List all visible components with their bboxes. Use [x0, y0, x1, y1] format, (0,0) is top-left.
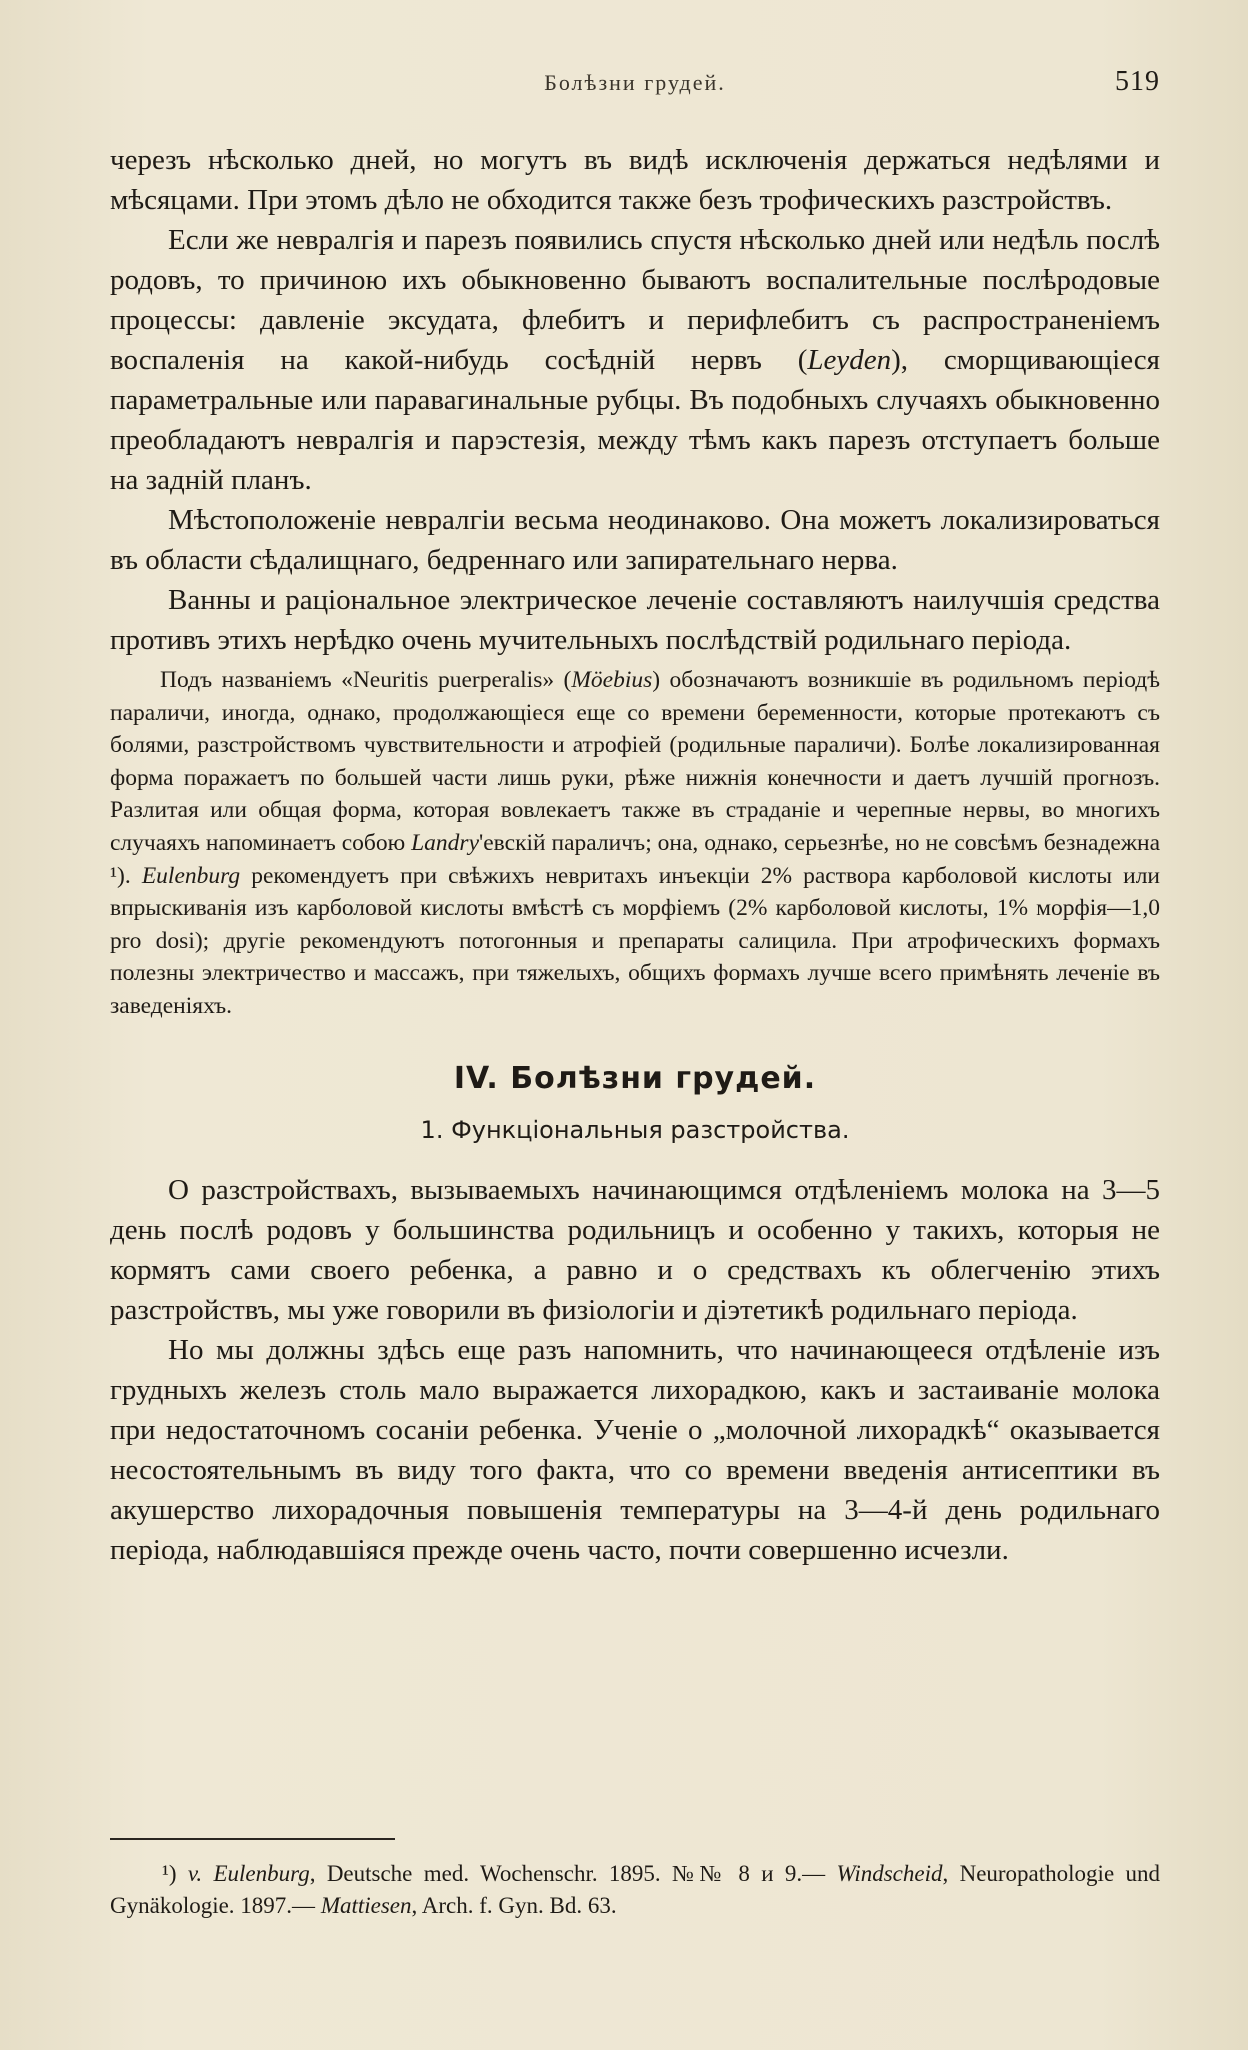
- paragraph-text: Ванны и раціональное электрическое леченіе составляютъ наилучшія средства противъ этихъ нерѣдко очень мучительныхъ послѣдствій родильнаго періода.: [110, 584, 1160, 656]
- paragraph-neuralgia-causes: [110, 220, 1160, 500]
- author-name: Mattiesen: [320, 1893, 412, 1918]
- main-text: [110, 140, 1160, 1570]
- paragraph-text: Мѣстоположеніе невралгіи весьма неодинаково. Она можетъ локализироваться въ области сѣдалищнаго, бедреннаго или запирательнаго нерва.: [110, 504, 1160, 576]
- author-name: Möebius: [571, 667, 653, 693]
- paragraph-text: ) обозначаютъ возникшіе въ родильномъ періодѣ параличи, иногда, однако, продолжающіеся еще со времени беременности, которые протекаютъ съ болями, разстройствомъ чувствительности и атрофіей (родильные параличи). Болѣе локализированная форма поражаетъ по большей части лишь руки, рѣже нижнія конечности и даетъ лучшій прогнозъ. Разлитая или общая форма, которая вовлекаетъ также въ страданіе и черепные нервы, во многихъ случаяхъ напоминаетъ собою: [110, 667, 1160, 856]
- footnote-text: , Neuropathologie und Gynäkologie. 1897.—: [110, 1861, 1160, 1918]
- paragraph-text: ), сморщивающіеся параметральные или паравагинальные рубцы. Въ подобныхъ случаяхъ обыкновенно преобладаютъ невралгія и парэстезія, между тѣмъ какъ парезъ отступаетъ больше на задній планъ.: [110, 344, 1160, 496]
- paragraph-text: О разстройствахъ, вызываемыхъ начинающимся отдѣленіемъ молока на 3—5 день послѣ родовъ у большинства родильницъ и особенно у такихъ, которыя не кормятъ сами своего ребенка, а равно и о средствахъ къ облегченію этихъ разстройствъ, мы уже говорили въ физіологіи и діэтетикѣ родильнаго періода.: [110, 1173, 1160, 1326]
- paragraph-text: 'евскій параличъ; она, однако, серьезнѣе, но не совсѣмъ безнадежна ¹).: [110, 829, 1161, 889]
- footnote-text: , Deutsche med. Wochenschr. 1895. №№ 8 и 9.—: [309, 1861, 837, 1886]
- author-name: Windscheid: [836, 1861, 943, 1886]
- footnote-marker: ¹): [162, 1861, 188, 1886]
- subsection-title: 1. Функціональныя разстройства.: [420, 1115, 850, 1144]
- author-name: Landry: [411, 829, 480, 856]
- paragraph-neuritis-puerperalis: [110, 664, 1160, 1023]
- running-title: Болѣзни грудей.: [544, 70, 726, 95]
- paragraph-text: Подъ названіемъ «Neuritis puerperalis» (: [160, 667, 572, 693]
- paragraph-treatment: [110, 580, 1160, 660]
- author-name: Leyden: [807, 344, 892, 376]
- footnote: [110, 1858, 1160, 1922]
- paragraph-text: рекомендуетъ при свѣжихъ невритахъ инъекціи 2% раствора карболовой кислоты или впрыскиванія изъ карболовой кислоты вмѣстѣ съ морфіемъ (2% карболовой кислоты, 1% морфія—1,0 pro dosi); другіе рекомендуютъ потогонныя и препараты салицила. При атрофическихъ формахъ полезны электричество и массажъ, при тяжелыхъ, общихъ формахъ лучше всего примѣнять леченіе въ заведеніяхъ.: [110, 862, 1160, 1019]
- paragraph-milk-disorders: [110, 1170, 1160, 1330]
- footnote-text: , Arch. f. Gyn. Bd. 63.: [411, 1893, 617, 1918]
- footnote-divider: [110, 1838, 395, 1840]
- paragraph-text: Но мы должны здѣсь еще разъ напомнить, что начинающееся отдѣленіе изъ грудныхъ железъ столь мало выражается лихорадкою, какъ и застаиваніе молока при недостаточномъ сосаніи ребенка. Ученіе о „молочной лихорадкѣ“ оказывается несостоятельнымъ въ виду того факта, что со времени введенія антисептики въ акушерство лихорадочныя повышенія температуры на 3—4-й день родильнаго періода, наблюдавшіяся прежде очень часто, почти совершенно исчезли.: [110, 1333, 1160, 1566]
- paragraph-continuation: [110, 140, 1160, 220]
- section-title: IV. Болѣзни грудей.: [453, 1060, 817, 1096]
- author-name: Eulenburg: [141, 862, 241, 889]
- paragraph-milk-fever: [110, 1330, 1160, 1570]
- page-number: 519: [1115, 66, 1160, 97]
- page-header: [110, 66, 1160, 110]
- author-name: v. Eulenburg: [187, 1861, 310, 1886]
- paragraph-text: черезъ нѣсколько дней, но могутъ въ видѣ исключенія держаться недѣлями и мѣсяцами. При этомъ дѣло не обходится также безъ трофическихъ разстройствъ.: [110, 144, 1160, 216]
- paragraph-text: Если же невралгія и парезъ появились спустя нѣсколько дней или недѣль послѣ родовъ, то причиною ихъ обыкновенно бываютъ воспалительные послѣродовые процессы: давленіе эксудата, флебитъ и перифлебитъ съ распространеніемъ воспаленія на какой-нибудь сосѣдній нервъ (: [110, 224, 1160, 376]
- paragraph-neuralgia-location: [110, 500, 1160, 580]
